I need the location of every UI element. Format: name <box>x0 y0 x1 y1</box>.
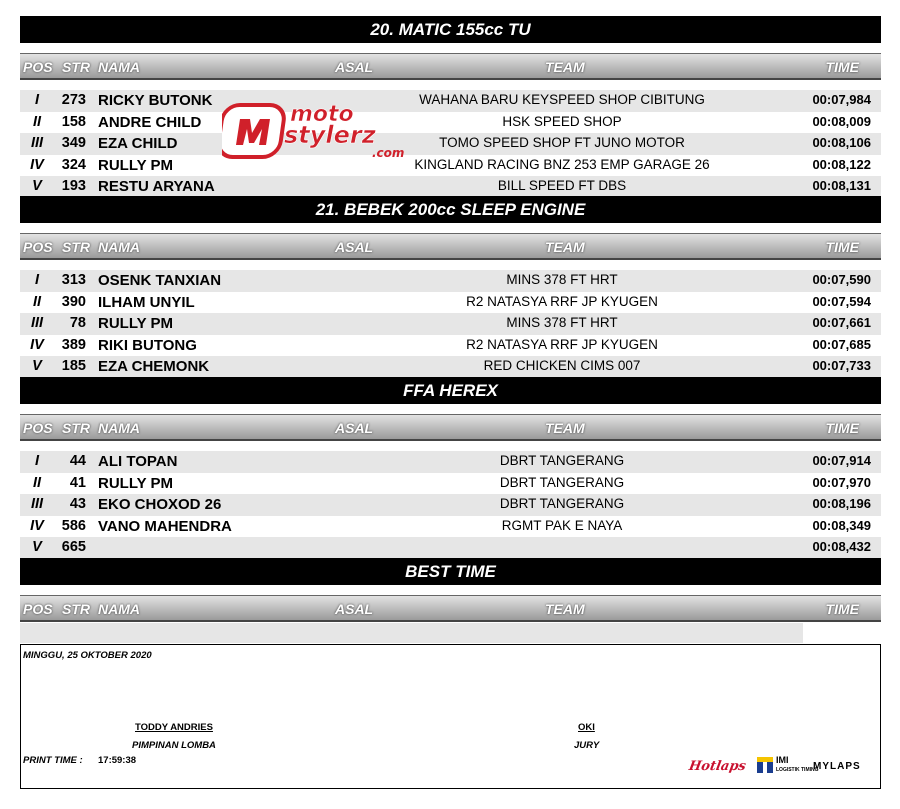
column-header-row <box>20 414 881 441</box>
table-row <box>20 313 881 335</box>
header-nama: NAMA <box>98 59 140 75</box>
cell-team: HSK SPEED SHOP <box>502 113 622 129</box>
cell-pos: IV <box>30 156 44 173</box>
header-pos: POS <box>23 420 53 436</box>
race-date: MINGGU, 25 OKTOBER 2020 <box>23 650 152 661</box>
cell-str: 44 <box>69 453 86 469</box>
cell-time: 00:08,106 <box>812 135 871 150</box>
cell-str: 313 <box>61 272 86 288</box>
print-time-label: PRINT TIME : <box>23 755 83 766</box>
table-row <box>20 90 881 112</box>
table-row <box>20 292 881 314</box>
cell-team: RGMT PAK E NAYA <box>501 517 623 533</box>
race-section <box>20 558 881 632</box>
header-team: TEAM <box>545 239 585 255</box>
watermark-text-3: .com <box>372 146 405 160</box>
cell-team: R2 NATASYA RRF JP KYUGEN <box>466 293 658 309</box>
cell-nama: RULLY PM <box>98 474 174 492</box>
cell-nama: EZA CHILD <box>98 135 178 152</box>
cell-str: 349 <box>61 135 86 151</box>
cell-time: 00:07,733 <box>812 358 871 373</box>
section-title: 21. BEBEK 200cc SLEEP ENGINE <box>20 196 881 223</box>
header-str: STR <box>62 420 90 436</box>
cell-team: RED CHICKEN CIMS 007 <box>483 358 641 373</box>
cell-str: 390 <box>61 293 86 310</box>
cell-pos: III <box>30 496 44 512</box>
header-asal: ASAL <box>335 59 374 75</box>
cell-str: 185 <box>61 358 86 374</box>
header-nama: NAMA <box>98 239 140 255</box>
best-time-empty-row <box>20 623 803 643</box>
cell-nama: ANDRE CHILD <box>98 113 202 131</box>
cell-time: 00:07,661 <box>812 315 871 330</box>
cell-time: 00:07,970 <box>812 474 871 490</box>
cell-pos: II <box>32 293 42 310</box>
header-time: TIME <box>825 239 859 255</box>
cell-nama: RICKY BUTONK <box>98 92 213 109</box>
cell-nama: RIKI BUTONG <box>98 336 197 354</box>
footer-box <box>20 644 881 789</box>
table-row <box>20 516 881 538</box>
cell-pos: I <box>34 272 40 288</box>
race-section <box>20 16 881 198</box>
cell-time: 00:08,196 <box>812 496 871 511</box>
cell-pos: IV <box>30 517 44 534</box>
race-section <box>20 196 881 378</box>
table-row <box>20 270 881 292</box>
motostylerz-watermark-logo <box>222 97 412 163</box>
header-pos: POS <box>23 59 53 75</box>
header-team: TEAM <box>545 420 585 436</box>
header-pos: POS <box>23 239 53 255</box>
mylaps-logo: MYLAPS <box>813 761 861 772</box>
table-row <box>20 112 881 134</box>
hotlaps-logo: Hotlaps <box>687 759 748 774</box>
header-nama: NAMA <box>98 420 140 436</box>
cell-team: MINS 378 FT HRT <box>506 272 618 287</box>
cell-time: 00:08,009 <box>812 113 871 129</box>
cell-team: TOMO SPEED SHOP FT JUNO MOTOR <box>439 135 685 150</box>
header-nama: NAMA <box>98 601 140 617</box>
signer1-name: TODDY ANDRIES <box>135 722 213 733</box>
header-asal: ASAL <box>335 420 374 436</box>
cell-nama: EKO CHOXOD 26 <box>98 496 222 513</box>
table-row <box>20 155 881 177</box>
cell-team: WAHANA BARU KEYSPEED SHOP CIBITUNG <box>419 92 705 107</box>
cell-pos: II <box>32 113 42 130</box>
cell-time: 00:07,914 <box>812 453 871 468</box>
cell-pos: I <box>34 92 40 108</box>
cell-str: 41 <box>69 474 86 491</box>
cell-str: 158 <box>61 113 86 130</box>
signer1-role: PIMPINAN LOMBA <box>132 740 216 751</box>
column-header-row <box>20 595 881 622</box>
header-asal: ASAL <box>335 239 374 255</box>
cell-str: 665 <box>61 539 86 555</box>
section-title: FFA HEREX <box>20 377 881 404</box>
cell-time: 00:07,594 <box>812 293 871 309</box>
header-time: TIME <box>825 420 859 436</box>
cell-pos: V <box>32 178 42 194</box>
cell-str: 586 <box>61 517 86 534</box>
header-str: STR <box>62 601 90 617</box>
signer2-role: JURY <box>574 740 600 751</box>
cell-pos: II <box>32 474 42 491</box>
cell-str: 43 <box>69 496 86 512</box>
cell-pos: III <box>30 315 44 331</box>
cell-nama: RULLY PM <box>98 315 174 332</box>
header-time: TIME <box>825 59 859 75</box>
cell-str: 389 <box>61 336 86 353</box>
header-team: TEAM <box>545 59 585 75</box>
cell-pos: V <box>32 539 42 555</box>
cell-nama: EZA CHEMONK <box>98 358 210 375</box>
cell-pos: III <box>30 135 44 151</box>
cell-time: 00:08,432 <box>812 539 871 554</box>
table-row <box>20 356 881 378</box>
cell-str: 78 <box>69 315 86 331</box>
table-row <box>20 133 881 155</box>
race-section <box>20 377 881 559</box>
cell-pos: I <box>34 453 40 469</box>
cell-time: 00:07,590 <box>812 272 871 287</box>
cell-time: 00:08,131 <box>812 178 871 193</box>
cell-time: 00:07,685 <box>812 336 871 352</box>
watermark-text-1: moto <box>290 102 354 127</box>
imi-emblem-icon <box>756 756 774 774</box>
cell-str: 193 <box>61 178 86 194</box>
section-title: 20. MATIC 155cc TU <box>20 16 881 43</box>
cell-nama: OSENK TANXIAN <box>98 272 222 289</box>
signer2-name: OKI <box>578 722 595 733</box>
table-row <box>20 537 881 559</box>
cell-team: DBRT TANGERANG <box>499 496 625 511</box>
watermark-text-2: stylerz <box>284 121 376 149</box>
header-str: STR <box>62 239 90 255</box>
cell-time: 00:07,984 <box>812 92 871 107</box>
cell-team: R2 NATASYA RRF JP KYUGEN <box>466 336 658 352</box>
cell-pos: IV <box>30 336 44 353</box>
table-row <box>20 335 881 357</box>
print-time-value: 17:59:38 <box>98 755 137 766</box>
table-row <box>20 451 881 473</box>
header-asal: ASAL <box>335 601 374 617</box>
cell-nama: RESTU ARYANA <box>98 178 215 195</box>
imi-subtext: LOGISTIK TIMING <box>776 767 819 773</box>
cell-nama: RULLY PM <box>98 156 174 174</box>
cell-nama: ALI TOPAN <box>98 453 178 470</box>
cell-str: 273 <box>61 92 86 108</box>
cell-team: BILL SPEED FT DBS <box>497 178 627 193</box>
cell-str: 324 <box>61 156 86 173</box>
table-row <box>20 176 881 198</box>
cell-time: 00:08,349 <box>812 517 871 533</box>
section-title: BEST TIME <box>20 558 881 585</box>
cell-time: 00:08,122 <box>812 156 871 172</box>
cell-team: KINGLAND RACING BNZ 253 EMP GARAGE 26 <box>414 156 710 172</box>
header-pos: POS <box>23 601 53 617</box>
cell-team: DBRT TANGERANG <box>499 453 625 468</box>
cell-team: MINS 378 FT HRT <box>506 315 618 330</box>
table-row <box>20 494 881 516</box>
cell-nama: VANO MAHENDRA <box>98 517 232 535</box>
cell-nama: ILHAM UNYIL <box>98 293 195 311</box>
table-row <box>20 473 881 495</box>
column-header-row <box>20 233 881 260</box>
header-team: TEAM <box>545 601 585 617</box>
cell-team: DBRT TANGERANG <box>499 474 625 490</box>
cell-pos: V <box>32 358 42 374</box>
header-str: STR <box>62 59 90 75</box>
imi-text: IMI <box>776 755 789 765</box>
column-header-row <box>20 53 881 80</box>
imi-logo <box>756 756 819 774</box>
header-time: TIME <box>825 601 859 617</box>
